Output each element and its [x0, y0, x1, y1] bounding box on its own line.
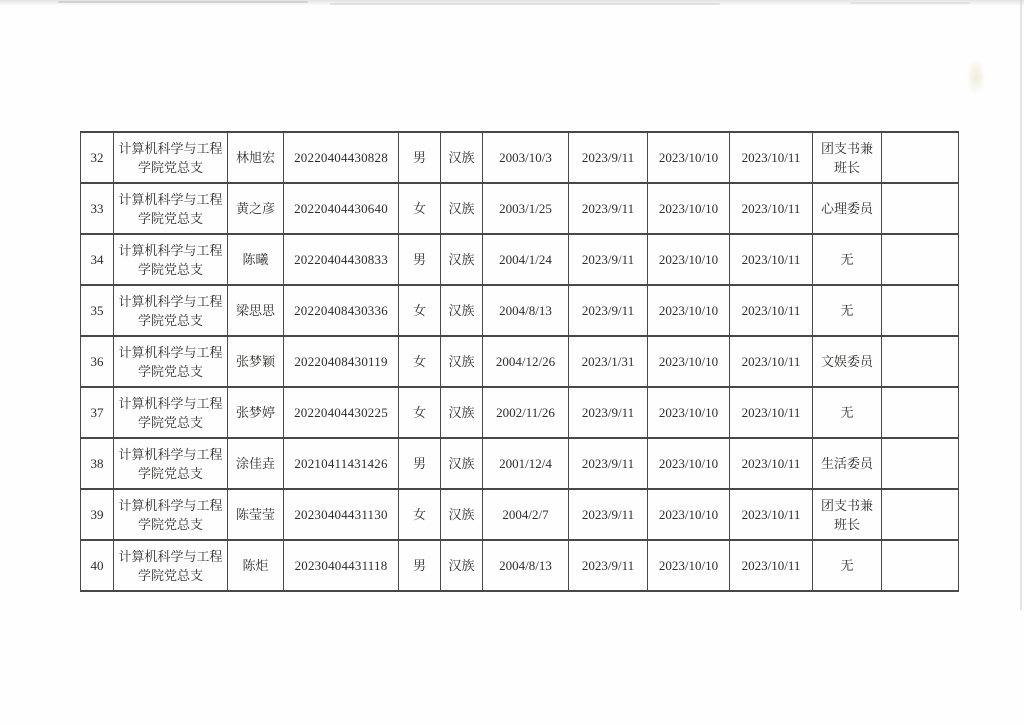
- cell-gender: 男: [399, 438, 441, 489]
- cell-branch: 计算机科学与工程学院党总支: [114, 336, 228, 387]
- cell-position: 无: [813, 234, 882, 285]
- cell-remark: [882, 489, 959, 540]
- cell-date-3: 2023/10/11: [730, 336, 813, 387]
- cell-date-1: 2023/9/11: [569, 387, 648, 438]
- cell-no: 32: [81, 132, 114, 183]
- cell-date-2: 2023/10/10: [648, 183, 730, 234]
- cell-name: 梁思思: [228, 285, 284, 336]
- cell-gender: 女: [399, 285, 441, 336]
- cell-branch: 计算机科学与工程学院党总支: [114, 540, 228, 591]
- cell-birth-date: 2004/12/26: [483, 336, 569, 387]
- cell-gender: 男: [399, 540, 441, 591]
- cell-position: 心理委员: [813, 183, 882, 234]
- cell-name: 张梦婷: [228, 387, 284, 438]
- cell-gender: 女: [399, 489, 441, 540]
- page-top-edge-artifact: [330, 3, 720, 5]
- cell-birth-date: 2001/12/4: [483, 438, 569, 489]
- cell-student-id: 20210411431426: [284, 438, 399, 489]
- cell-birth-date: 2004/2/7: [483, 489, 569, 540]
- cell-date-1: 2023/9/11: [569, 285, 648, 336]
- table-row: [81, 540, 959, 591]
- cell-branch: 计算机科学与工程学院党总支: [114, 183, 228, 234]
- cell-position: 生活委员: [813, 438, 882, 489]
- cell-name: 陈曦: [228, 234, 284, 285]
- cell-date-1: 2023/1/31: [569, 336, 648, 387]
- table-row: [81, 132, 959, 183]
- cell-student-id: 20220404430833: [284, 234, 399, 285]
- cell-position: 无: [813, 285, 882, 336]
- cell-ethnicity: 汉族: [441, 336, 483, 387]
- cell-no: 37: [81, 387, 114, 438]
- cell-date-1: 2023/9/11: [569, 234, 648, 285]
- cell-student-id: 20220408430336: [284, 285, 399, 336]
- cell-date-1: 2023/9/11: [569, 132, 648, 183]
- cell-remark: [882, 540, 959, 591]
- cell-date-3: 2023/10/11: [730, 234, 813, 285]
- cell-date-2: 2023/10/10: [648, 132, 730, 183]
- cell-student-id: 20220404430828: [284, 132, 399, 183]
- table-row: [81, 285, 959, 336]
- cell-gender: 女: [399, 183, 441, 234]
- cell-ethnicity: 汉族: [441, 285, 483, 336]
- cell-birth-date: 2003/1/25: [483, 183, 569, 234]
- cell-branch: 计算机科学与工程学院党总支: [114, 438, 228, 489]
- cell-date-3: 2023/10/11: [730, 387, 813, 438]
- cell-gender: 女: [399, 387, 441, 438]
- cell-remark: [882, 132, 959, 183]
- cell-ethnicity: 汉族: [441, 438, 483, 489]
- cell-date-3: 2023/10/11: [730, 438, 813, 489]
- cell-date-2: 2023/10/10: [648, 336, 730, 387]
- cell-remark: [882, 438, 959, 489]
- cell-student-id: 20230404431130: [284, 489, 399, 540]
- cell-remark: [882, 336, 959, 387]
- cell-no: 40: [81, 540, 114, 591]
- cell-ethnicity: 汉族: [441, 540, 483, 591]
- cell-gender: 男: [399, 234, 441, 285]
- table-row: [81, 336, 959, 387]
- cell-date-3: 2023/10/11: [730, 183, 813, 234]
- cell-date-2: 2023/10/10: [648, 489, 730, 540]
- cell-branch: 计算机科学与工程学院党总支: [114, 387, 228, 438]
- cell-remark: [882, 387, 959, 438]
- cell-name: 张梦颖: [228, 336, 284, 387]
- cell-date-3: 2023/10/11: [730, 489, 813, 540]
- cell-branch: 计算机科学与工程学院党总支: [114, 285, 228, 336]
- cell-birth-date: 2003/10/3: [483, 132, 569, 183]
- cell-date-1: 2023/9/11: [569, 438, 648, 489]
- cell-student-id: 20220404430640: [284, 183, 399, 234]
- scan-smudge-artifact: [966, 58, 986, 96]
- table-row: [81, 234, 959, 285]
- cell-student-id: 20220404430225: [284, 387, 399, 438]
- cell-ethnicity: 汉族: [441, 489, 483, 540]
- cell-name: 涂佳垚: [228, 438, 284, 489]
- cell-no: 38: [81, 438, 114, 489]
- cell-ethnicity: 汉族: [441, 234, 483, 285]
- cell-position: 无: [813, 387, 882, 438]
- cell-birth-date: 2002/11/26: [483, 387, 569, 438]
- cell-remark: [882, 285, 959, 336]
- cell-no: 35: [81, 285, 114, 336]
- cell-no: 34: [81, 234, 114, 285]
- cell-position: 团支书兼班长: [813, 132, 882, 183]
- cell-date-3: 2023/10/11: [730, 132, 813, 183]
- cell-name: 黄之彦: [228, 183, 284, 234]
- cell-position: 无: [813, 540, 882, 591]
- cell-date-2: 2023/10/10: [648, 387, 730, 438]
- cell-gender: 女: [399, 336, 441, 387]
- cell-date-2: 2023/10/10: [648, 438, 730, 489]
- cell-branch: 计算机科学与工程学院党总支: [114, 489, 228, 540]
- cell-position: 团支书兼班长: [813, 489, 882, 540]
- cell-branch: 计算机科学与工程学院党总支: [114, 234, 228, 285]
- cell-date-2: 2023/10/10: [648, 234, 730, 285]
- cell-birth-date: 2004/1/24: [483, 234, 569, 285]
- cell-date-3: 2023/10/11: [730, 285, 813, 336]
- cell-no: 33: [81, 183, 114, 234]
- cell-date-3: 2023/10/11: [730, 540, 813, 591]
- cell-birth-date: 2004/8/13: [483, 540, 569, 591]
- cell-ethnicity: 汉族: [441, 387, 483, 438]
- cell-date-2: 2023/10/10: [648, 285, 730, 336]
- cell-no: 39: [81, 489, 114, 540]
- cell-no: 36: [81, 336, 114, 387]
- cell-ethnicity: 汉族: [441, 183, 483, 234]
- cell-branch: 计算机科学与工程学院党总支: [114, 132, 228, 183]
- cell-position: 文娱委员: [813, 336, 882, 387]
- table-row: [81, 438, 959, 489]
- page-top-edge-artifact: [58, 1, 308, 3]
- cell-date-2: 2023/10/10: [648, 540, 730, 591]
- cell-ethnicity: 汉族: [441, 132, 483, 183]
- page-top-edge-artifact: [850, 2, 970, 4]
- page-right-edge-artifact: [1020, 0, 1022, 610]
- cell-name: 林旭宏: [228, 132, 284, 183]
- cell-name: 陈炬: [228, 540, 284, 591]
- cell-birth-date: 2004/8/13: [483, 285, 569, 336]
- table-row: [81, 183, 959, 234]
- cell-date-1: 2023/9/11: [569, 183, 648, 234]
- cell-student-id: 20230404431118: [284, 540, 399, 591]
- roster-table: [80, 131, 959, 592]
- cell-remark: [882, 234, 959, 285]
- cell-date-1: 2023/9/11: [569, 540, 648, 591]
- cell-name: 陈莹莹: [228, 489, 284, 540]
- cell-remark: [882, 183, 959, 234]
- table-row: [81, 387, 959, 438]
- cell-gender: 男: [399, 132, 441, 183]
- table-row: [81, 489, 959, 540]
- cell-date-1: 2023/9/11: [569, 489, 648, 540]
- cell-student-id: 20220408430119: [284, 336, 399, 387]
